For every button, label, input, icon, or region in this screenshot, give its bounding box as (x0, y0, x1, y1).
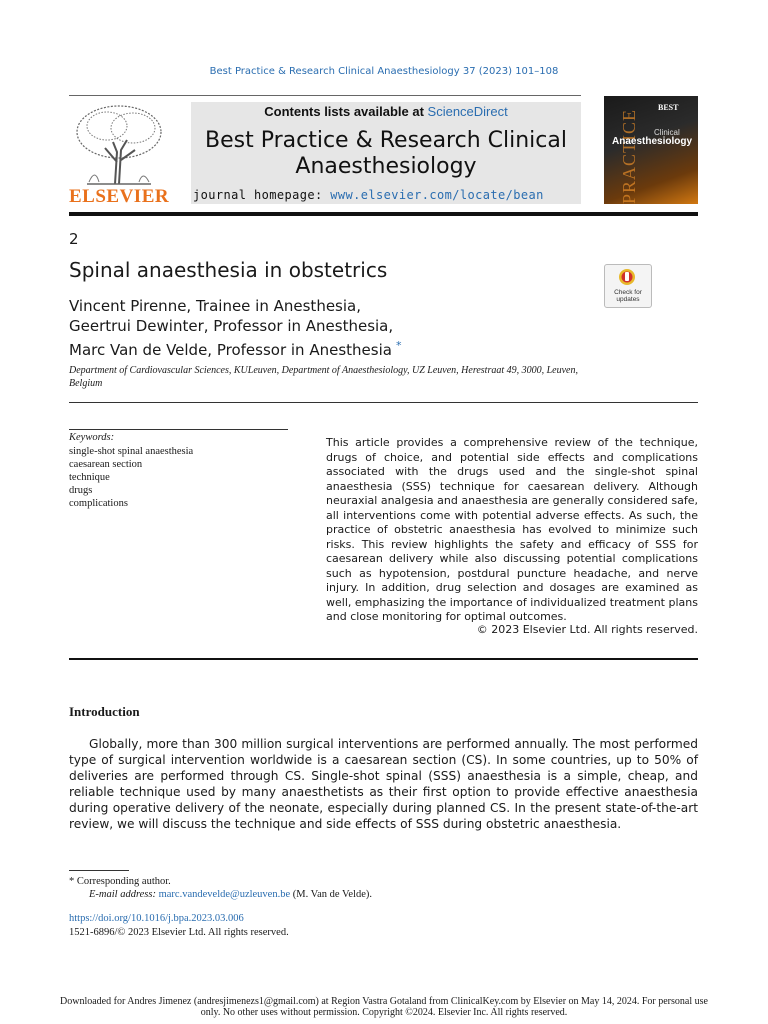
email-label: E-mail address: (89, 889, 159, 900)
journal-title (191, 128, 581, 180)
abstract-text: This article provides a comprehensive review of the technique, drugs of choice, and potential side effects and complications associated with the drugs used and the single-shot spinal anaesthesia (SSS) technique for caesarean delivery. Although neuraxial analgesia and anaesthesia are generally considered safe, all interventions come with potential adverse effects. As such, the practice of obstetric anaesthesia has evolved to minimize such risks. This review highlights the safety and efficacy of SSS for caesarean delivery while also discussing potential complications such as hypotension, postdural puncture headache, and nerve injury. In addition, drug selection and dosages are examined as well, emphasizing the importance of individualized treatment plans and close monitoring for optimal outcomes. (326, 436, 698, 623)
sciencedirect-link[interactable]: ScienceDirect (427, 104, 508, 119)
homepage-label: journal homepage: (193, 188, 331, 202)
journal-banner (191, 102, 581, 204)
issn-copyright: 1521-6896/© 2023 Elsevier Ltd. All rights reserved. (69, 927, 289, 938)
cover-clinical-text: Clinical (654, 128, 680, 137)
introduction-paragraph: Globally, more than 300 million surgical interventions are performed annually. The most performed type of surgical intervention worldwide is a caesarean section (CS). In some countries, up to 50% of deliveries are performed through CS. Single-shot spinal (SSS) anaesthesia is a simple, cheap, and reliable technique used by many anaesthetists as their first option to provide effective anaesthesia during operative delivery of the neonate, especially during planned CS. In the present state-of-the-art review, we will discuss the technique and side effects of SSS during obstetric anaesthesia. (69, 737, 698, 831)
banner-bottom-rule (69, 212, 698, 216)
email-link[interactable]: marc.vandevelde@uzleuven.be (158, 889, 291, 900)
corresponding-author-link[interactable]: * (395, 339, 402, 352)
banner-top-rule (69, 95, 581, 96)
keyword-item: single-shot spinal anaesthesia (69, 446, 194, 457)
homepage-link[interactable]: www.elsevier.com/locate/bean (330, 188, 544, 202)
journal-cover-image[interactable] (604, 96, 698, 204)
author-list (69, 296, 569, 360)
check-updates-label: Check for updates (614, 289, 642, 303)
journal-title-line1: Best Practice & Research Clinical (205, 128, 567, 153)
author-3-name: Marc Van de Velde, Professor in Anesthesia (69, 341, 392, 359)
elsevier-tree-icon (69, 102, 169, 186)
keyword-item: drugs (69, 485, 93, 496)
download-notice: Downloaded for Andres Jimenez (andresjimenezs1@gmail.com) at Region Vastra Gotaland from ClinicalKey.com by Elsevier on May 14, 2024. For personal use only. No other uses without permission. Copyright ©2024. Elsevier Inc. All rights reserved. (60, 996, 708, 1018)
journal-reference[interactable]: Best Practice & Research Clinical Anaesthesiology 37 (2023) 101–108 (209, 66, 559, 77)
journal-homepage (193, 188, 581, 202)
divider (69, 402, 698, 403)
check-for-updates-button[interactable] (604, 264, 652, 308)
email-note (89, 889, 372, 900)
affiliation: Department of Cardiovascular Sciences, KULeuven, Department of Anaesthesiology, UZ Leuven, Herestraat 49, 3000, Leuven, Belgium (69, 365, 578, 389)
doi-link[interactable]: https://doi.org/10.1016/j.bpa.2023.03.006 (69, 913, 244, 924)
footnote-rule (69, 870, 129, 871)
contents-line (191, 104, 581, 119)
keyword-item: technique (69, 472, 110, 483)
introduction-heading: Introduction (69, 704, 140, 719)
contents-prefix: Contents lists available at (264, 104, 428, 119)
article-number: 2 (69, 230, 79, 248)
author-3 (69, 336, 569, 360)
keywords-label: Keywords: (69, 432, 115, 443)
keywords-list (69, 445, 193, 510)
keyword-item: caesarean section (69, 459, 143, 470)
email-suffix: (M. Van de Velde). (290, 889, 372, 900)
abstract-copyright: © 2023 Elsevier Ltd. All rights reserved. (476, 623, 698, 636)
corresponding-author-note: * Corresponding author. (69, 876, 171, 887)
keywords-rule (69, 429, 288, 430)
author-2: Geertrui Dewinter, Professor in Anesthesia, (69, 317, 394, 335)
article-title: Spinal anaesthesia in obstetrics (69, 258, 388, 282)
check-updates-icon (618, 268, 636, 286)
cover-best-text: BEST (658, 103, 679, 112)
abstract-bottom-rule (69, 658, 698, 660)
elsevier-logo[interactable] (69, 102, 169, 206)
journal-title-line2: Anaesthesiology (295, 154, 477, 179)
cover-practice-text: PRACTICE (619, 108, 640, 204)
publisher-name: ELSEVIER (69, 186, 170, 207)
author-1: Vincent Pirenne, Trainee in Anesthesia, (69, 297, 361, 315)
cover-anaesthesiology-text: Anaesthesiology (612, 136, 693, 147)
keyword-item: complications (69, 498, 128, 509)
